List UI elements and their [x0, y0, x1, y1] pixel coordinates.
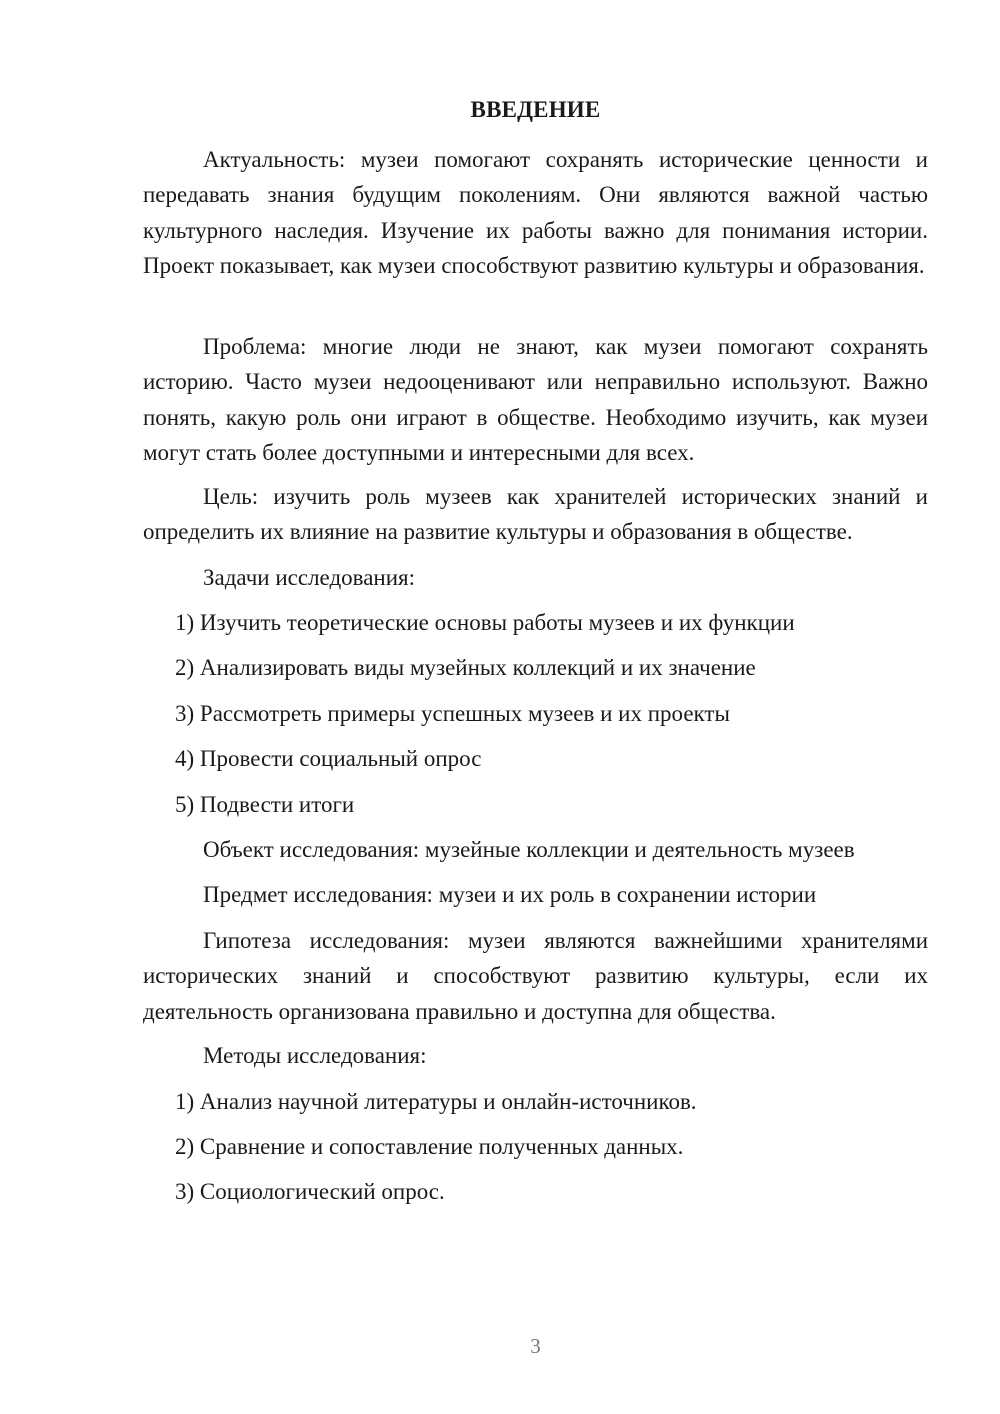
- task-item: 2) Анализировать виды музейных коллекций и их значение: [175, 655, 756, 680]
- method-item: 3) Социологический опрос.: [175, 1179, 445, 1204]
- research-object: Объект исследования: музейные коллекции и деятельность музеев: [203, 837, 855, 862]
- method-item: 1) Анализ научной литературы и онлайн-источников.: [175, 1089, 697, 1114]
- page-number: 3: [530, 1334, 541, 1358]
- method-item: 2) Сравнение и сопоставление полученных данных.: [175, 1134, 684, 1159]
- goal-paragraph: Цель: изучить роль музеев как хранителей исторических знаний и определить их влияние на развитие культуры и образования в обществе.: [143, 484, 928, 545]
- tasks-heading: Задачи исследования:: [203, 565, 416, 590]
- task-item: 3) Рассмотреть примеры успешных музеев и их проекты: [175, 701, 730, 726]
- problem-paragraph: Проблема: многие люди не знают, как музеи помогают сохранять историю. Часто музеи недооценивают или неправильно используют. Важно понять, какую роль они играют в обществе. Необходимо изучить, как музеи могут стать более доступными и интересными для всех.: [143, 334, 928, 466]
- hypothesis-paragraph: Гипотеза исследования: музеи являются важнейшими хранителями исторических знаний и способствуют развитию культуры, если их деятельность организована правильно и доступна для общества.: [143, 928, 928, 1024]
- task-item: 4) Провести социальный опрос: [175, 746, 482, 771]
- task-item: 1) Изучить теоретические основы работы музеев и их функции: [175, 610, 795, 635]
- section-title: ВВЕДЕНИЕ: [470, 97, 601, 122]
- document-page: [143, 0, 928, 1414]
- task-item: 5) Подвести итоги: [175, 792, 355, 817]
- relevance-paragraph: Актуальность: музеи помогают сохранять исторические ценности и передавать знания будущим поколениям. Они являются важной частью культурного наследия. Изучение их работы важно для понимания истории. Проект показывает, как музеи способствуют развитию культуры и образования.: [143, 147, 928, 279]
- methods-heading: Методы исследования:: [203, 1043, 427, 1068]
- research-subject: Предмет исследования: музеи и их роль в сохранении истории: [203, 882, 817, 907]
